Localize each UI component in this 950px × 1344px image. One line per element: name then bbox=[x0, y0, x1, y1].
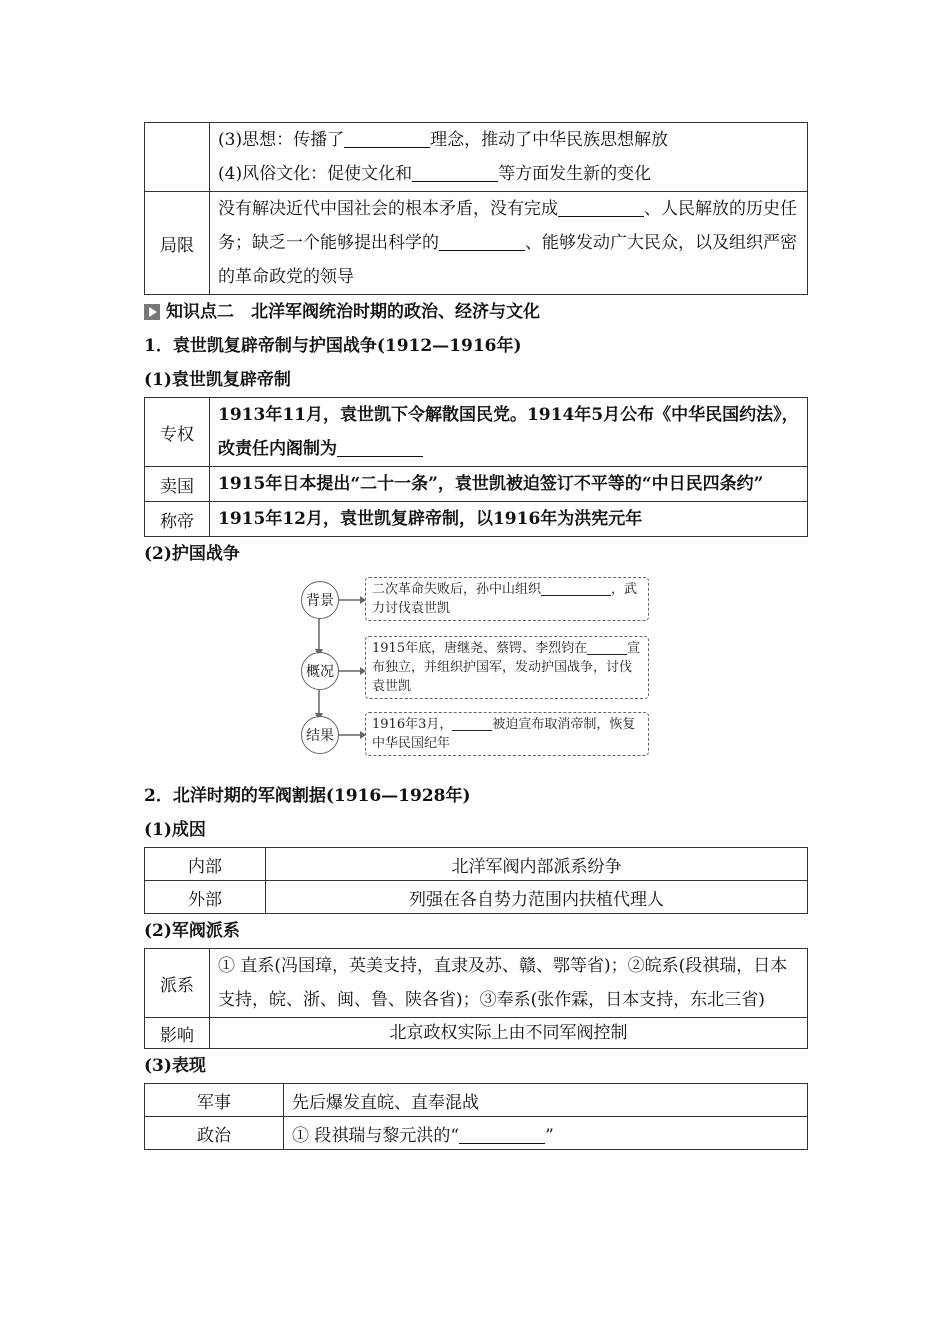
section-heading bbox=[144, 295, 808, 329]
result-box bbox=[365, 712, 649, 756]
text-segment: 、人民解放的历史任务；缺乏一个能够提出科学的 bbox=[218, 199, 797, 253]
table-cell bbox=[210, 398, 808, 467]
row-key: 专权 bbox=[145, 398, 210, 467]
play-triangle-icon bbox=[144, 304, 160, 320]
text-segment: ① 段祺瑞与黎元洪的“ bbox=[292, 1125, 460, 1146]
text-segment: 没有解决近代中国社会的根本矛盾，没有完成 bbox=[218, 199, 558, 219]
text-segment: 1915年底，唐继尧、蔡锷、李烈钧在 bbox=[372, 641, 588, 656]
empty-key-cell bbox=[145, 123, 210, 192]
row-key: 外部 bbox=[145, 881, 266, 914]
section-title: 知识点二 北洋军阀统治时期的政治、经济与文化 bbox=[166, 302, 540, 322]
row-key: 影响 bbox=[145, 1018, 210, 1049]
row-key: 卖国 bbox=[145, 467, 210, 502]
factions-table bbox=[144, 948, 808, 1049]
list-item bbox=[218, 123, 799, 157]
causes-table bbox=[144, 847, 808, 914]
text-segment: 宣布独立，并组织护国军，发动护国战争，讨伐袁世凯 bbox=[372, 641, 641, 694]
subheading: (2)军阀派系 bbox=[144, 921, 240, 941]
subheading: 1．袁世凯复辟帝制与护国战争(1912—1916年) bbox=[144, 336, 522, 356]
table-row bbox=[145, 881, 808, 914]
node-background: 背景 bbox=[301, 581, 339, 619]
table-cell: 1915年12月，袁世凯复辟帝制，以1916年为洪宪元年 bbox=[210, 502, 808, 537]
node-overview: 概况 bbox=[301, 652, 339, 690]
text-segment: 等方面发生新的变化 bbox=[498, 164, 652, 184]
node-result: 结果 bbox=[301, 716, 339, 754]
fill-in-blank[interactable] bbox=[452, 717, 492, 731]
table-row bbox=[145, 1084, 808, 1117]
table-row bbox=[145, 502, 808, 537]
fill-in-blank[interactable] bbox=[587, 641, 627, 655]
text-segment: (3)思想：传播了 bbox=[218, 130, 345, 150]
table-row bbox=[145, 848, 808, 881]
fill-in-blank[interactable] bbox=[337, 439, 423, 457]
row-key: 派系 bbox=[145, 949, 210, 1018]
text-segment: 1913年11月，袁世凯下令解散国民党。1914年5月公布《中华民国约法》，改责任内阁制为 bbox=[218, 405, 799, 459]
text-segment: ” bbox=[545, 1125, 554, 1146]
fill-in-blank[interactable] bbox=[541, 582, 611, 596]
subheading: (1)袁世凯复辟帝制 bbox=[144, 370, 291, 390]
table-cell bbox=[210, 123, 808, 192]
row-key: 局限 bbox=[145, 192, 210, 295]
fill-in-blank[interactable] bbox=[344, 130, 430, 148]
fill-in-blank[interactable] bbox=[558, 199, 644, 217]
fill-in-blank[interactable] bbox=[412, 164, 498, 182]
subheading: (1)成因 bbox=[144, 820, 206, 840]
document-page bbox=[144, 122, 808, 1150]
table-cell: 北京政权实际上由不同军阀控制 bbox=[210, 1018, 808, 1049]
table-row bbox=[145, 398, 808, 467]
row-key: 内部 bbox=[145, 848, 266, 881]
table-row bbox=[145, 1018, 808, 1049]
background-box bbox=[365, 577, 649, 621]
table-cell: 列强在各自势力范围内扶植代理人 bbox=[266, 881, 808, 914]
table-row bbox=[145, 123, 808, 192]
restoration-table bbox=[144, 397, 808, 537]
overview-box bbox=[365, 636, 649, 699]
text-segment: 1916年3月， bbox=[372, 717, 453, 732]
text-segment: 被迫宣布取消帝制，恢复中华民国纪年 bbox=[372, 717, 636, 751]
manifestations-table bbox=[144, 1083, 808, 1150]
list-item bbox=[218, 157, 799, 191]
fill-in-blank[interactable] bbox=[459, 1126, 545, 1144]
subheading: 2．北洋时期的军阀割据(1916—1928年) bbox=[144, 786, 471, 806]
achievements-table bbox=[144, 122, 808, 295]
row-key: 军事 bbox=[145, 1084, 284, 1117]
table-row bbox=[145, 1117, 808, 1150]
table-cell bbox=[284, 1117, 808, 1150]
text-segment: ，武力讨伐袁世凯 bbox=[372, 582, 638, 616]
table-cell: 北洋军阀内部派系纷争 bbox=[266, 848, 808, 881]
table-cell: 1915年日本提出“二十一条”，袁世凯被迫签订不平等的“中日民四条约” bbox=[210, 467, 808, 502]
row-key: 称帝 bbox=[145, 502, 210, 537]
protect-nation-war-diagram bbox=[144, 575, 808, 775]
text-segment: (4)风俗文化：促使文化和 bbox=[218, 164, 413, 184]
table-row bbox=[145, 192, 808, 295]
text-segment: 二次革命失败后，孙中山组织 bbox=[372, 582, 542, 597]
table-row bbox=[145, 467, 808, 502]
subheading: (2)护国战争 bbox=[144, 544, 240, 564]
fill-in-blank[interactable] bbox=[439, 233, 525, 251]
table-cell: 先后爆发直皖、直奉混战 bbox=[284, 1084, 808, 1117]
row-key: 政治 bbox=[145, 1117, 284, 1150]
subheading: (3)表现 bbox=[144, 1056, 206, 1076]
text-segment: 理念，推动了中华民族思想解放 bbox=[430, 130, 669, 150]
table-row bbox=[145, 949, 808, 1018]
text-segment: 、能够发动广大民众，以及组织严密的革命政党的领导 bbox=[218, 233, 797, 287]
table-cell bbox=[210, 192, 808, 295]
table-cell: ① 直系(冯国璋，英美支持，直隶及苏、赣、鄂等省)；②皖系(段祺瑞，日本支持，皖、浙、闽、鲁、陕各省)；③奉系(张作霖，日本支持，东北三省) bbox=[210, 949, 808, 1018]
